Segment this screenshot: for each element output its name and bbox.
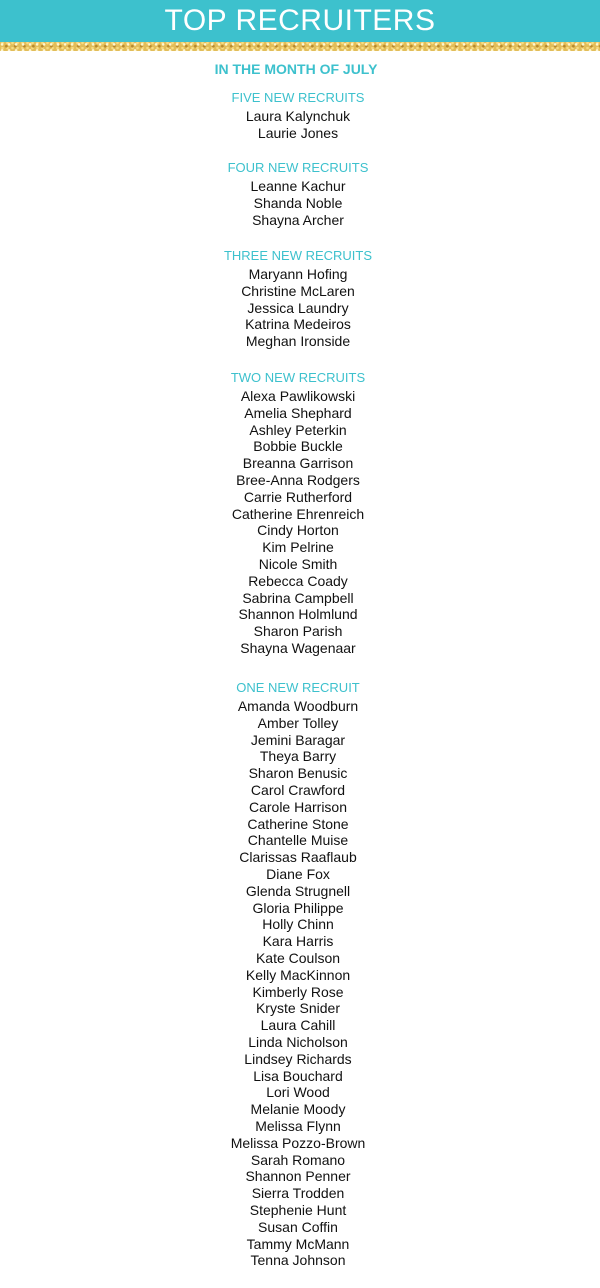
recruiter-name: Shannon Holmlund [238,606,358,623]
recruiter-name: Melanie Moody [250,1101,346,1118]
recruiter-name: Ashley Peterkin [249,421,347,438]
recruiter-name: Jessica Laundry [247,299,349,316]
recruiter-name: Glenda Strugnell [245,882,351,899]
recruiter-name: Sharon Benusic [248,765,348,782]
recruiter-name: Shayna Archer [252,211,344,228]
section-heading: THREE NEW RECRUITS [223,248,373,263]
recruiter-name: Alexa Pawlikowski [240,388,356,404]
page-title: TOP RECRUITERS [164,4,436,37]
month-subtitle: IN THE MONTH OF JULY [214,61,378,77]
recruiter-name: Chantelle Muise [247,832,349,849]
recruiter-name: Susan Coffin [258,1218,338,1235]
recruiter-name: Meghan Ironside [245,333,351,350]
recruiter-name: Lisa Bouchard [253,1067,343,1084]
recruiter-name: Sierra Trodden [251,1185,345,1202]
recruiter-name: Laura Kalynchuk [245,108,351,124]
gold-glitter-divider [0,42,600,51]
recruiter-name: Bree-Anna Rodgers [236,471,360,488]
recruiter-name: Kimberly Rose [252,983,344,1000]
recruiter-name: Amelia Shephard [244,404,352,421]
recruiter-name: Catherine Stone [247,815,349,832]
recruiter-name: Melissa Pozzo-Brown [230,1134,366,1151]
section-heading: FOUR NEW RECRUITS [227,160,369,175]
recruiter-name: Katrina Medeiros [245,316,351,333]
recruiter-name: Jemini Baragar [250,731,346,748]
section-heading: TWO NEW RECRUITS [230,370,366,385]
recruiter-name: Sharon Parish [253,623,343,640]
recruiter-name: Kryste Snider [255,1000,341,1017]
recruiter-name: Kelly MacKinnon [245,966,351,983]
section-heading: FIVE NEW RECRUITS [231,90,365,105]
recruiter-name: Holly Chinn [262,916,334,933]
recruiter-name: Amber Tolley [257,714,339,731]
recruiter-name: Catherine Ehrenreich [231,505,365,522]
recruiter-name: Shanda Noble [253,194,343,211]
recruiter-name: Kate Coulson [255,949,341,966]
name-list [0,698,596,1269]
recruiter-name: Laurie Jones [257,124,339,141]
recruiter-name: Theya Barry [259,748,337,765]
recruiter-name: Lori Wood [266,1084,330,1101]
recruiter-name: Carole Harrison [248,798,348,815]
recruiter-name: Stephenie Hunt [249,1201,347,1218]
recruiter-name: Rebecca Coady [248,572,348,589]
recruiter-name: Bobbie Buckle [253,438,343,455]
name-list [0,388,596,657]
name-list [0,266,596,350]
section-five-recruits [0,90,596,142]
section-heading: ONE NEW RECRUIT [236,680,360,695]
recruiter-name: Carol Crawford [250,781,346,798]
recruiter-name: Clarissas Raaflaub [239,849,357,866]
recruiter-name: Maryann Hofing [248,266,348,282]
recruiter-name: Sarah Romano [250,1151,346,1168]
recruiter-name: Shayna Wagenaar [240,639,356,656]
section-four-recruits [0,160,596,228]
section-two-recruits [0,370,596,657]
recruiter-name: Breanna Garrison [242,455,354,472]
recruiter-name: Cindy Horton [257,522,339,539]
recruiter-name: Shannon Penner [245,1168,351,1185]
recruiter-name: Melissa Flynn [255,1117,341,1134]
recruiter-name: Carrie Rutherford [243,488,353,505]
recruiter-name: Christine McLaren [241,282,355,299]
header-banner [0,0,600,42]
recruiter-name: Diane Fox [266,865,330,882]
name-list [0,108,596,142]
recruiter-name: Gloria Philippe [252,899,344,916]
recruiter-name: Leanne Kachur [250,178,346,194]
recruiter-name: Sabrina Campbell [242,589,354,606]
name-list [0,178,596,228]
recruiter-name: Tammy McMann [246,1235,350,1252]
recruiter-name: Nicole Smith [258,555,338,572]
section-one-recruit [0,680,596,1269]
recruiter-name: Kara Harris [262,933,334,950]
recruiter-name: Lindsey Richards [244,1050,352,1067]
section-three-recruits [0,248,596,350]
recruiter-name: Linda Nicholson [248,1033,348,1050]
recruiter-name: Laura Cahill [260,1017,336,1034]
recruiter-name: Amanda Woodburn [237,698,359,714]
recruiter-name: Kim Pelrine [262,539,334,556]
recruiter-name: Tenna Johnson [250,1252,346,1269]
